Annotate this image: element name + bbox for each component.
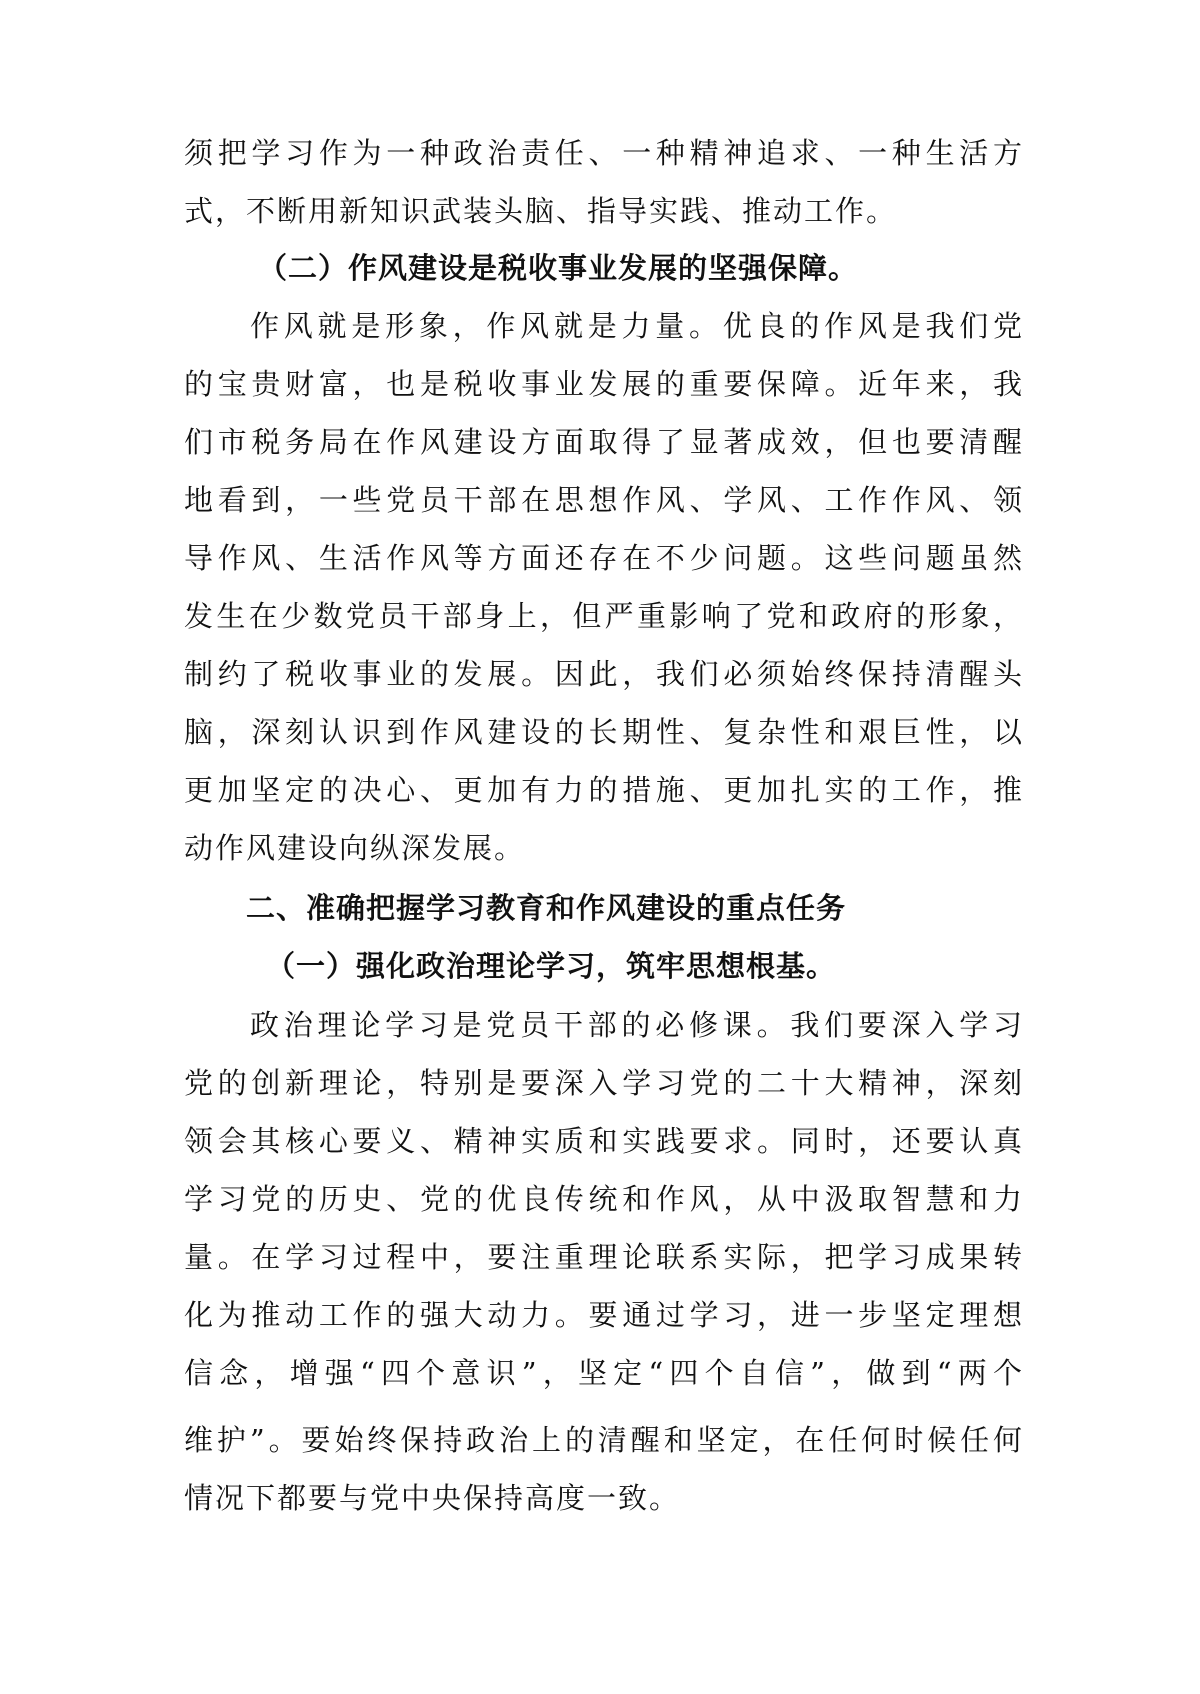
paragraph-line: 们市税务局在作风建设方面取得了显著成效，但也要清醒 [184, 425, 1024, 459]
paragraph-line: 发生在少数党员干部身上，但严重影响了党和政府的形象， [184, 599, 1024, 633]
paragraph-line: 式，不断用新知识武装头脑、指导实践、推动工作。 [184, 194, 898, 228]
paragraph-line: 作风就是形象，作风就是力量。优良的作风是我们党 [250, 309, 1024, 343]
paragraph-line: 制约了税收事业的发展。因此，我们必须始终保持清醒头 [184, 657, 1024, 691]
paragraph-line: 学习党的历史、党的优良传统和作风，从中汲取智慧和力 [184, 1182, 1024, 1216]
paragraph-line: 领会其核心要义、精神实质和实践要求。同时，还要认真 [184, 1124, 1024, 1158]
paragraph-line: 须把学习作为一种政治责任、一种精神追求、一种生活方 [184, 136, 1024, 170]
paragraph-line: 量。在学习过程中，要注重理论联系实际，把学习成果转 [184, 1240, 1024, 1274]
section-heading: 二、准确把握学习教育和作风建设的重点任务 [246, 891, 847, 925]
paragraph-line: 情况下都要与党中央保持高度一致。 [184, 1481, 681, 1515]
paragraph-line: 脑，深刻认识到作风建设的长期性、复杂性和艰巨性，以 [184, 715, 1024, 749]
paragraph-line: 地看到，一些党员干部在思想作风、学风、工作作风、领 [184, 483, 1024, 517]
paragraph-line: 导作风、生活作风等方面还存在不少问题。这些问题虽然 [184, 541, 1024, 575]
section-subheading: （二）作风建设是税收事业发展的坚强保障。 [258, 251, 859, 285]
paragraph-line: 维护”。要始终保持政治上的清醒和坚定，在任何时候任何 [184, 1423, 1024, 1457]
paragraph-line: 化为推动工作的强大动力。要通过学习，进一步坚定理想 [184, 1298, 1024, 1332]
paragraph-line: 动作风建设向纵深发展。 [184, 831, 526, 865]
section-subheading: （一）强化政治理论学习，筑牢思想根基。 [266, 949, 837, 983]
paragraph-line: 信念，增强“四个意识”，坚定“四个自信”，做到“两个 [184, 1356, 1024, 1390]
paragraph-line: 党的创新理论，特别是要深入学习党的二十大精神，深刻 [184, 1066, 1024, 1100]
paragraph-line: 的宝贵财富，也是税收事业发展的重要保障。近年来，我 [184, 367, 1024, 401]
paragraph-line: 政治理论学习是党员干部的必修课。我们要深入学习 [250, 1008, 1024, 1042]
paragraph-line: 更加坚定的决心、更加有力的措施、更加扎实的工作，推 [184, 773, 1024, 807]
